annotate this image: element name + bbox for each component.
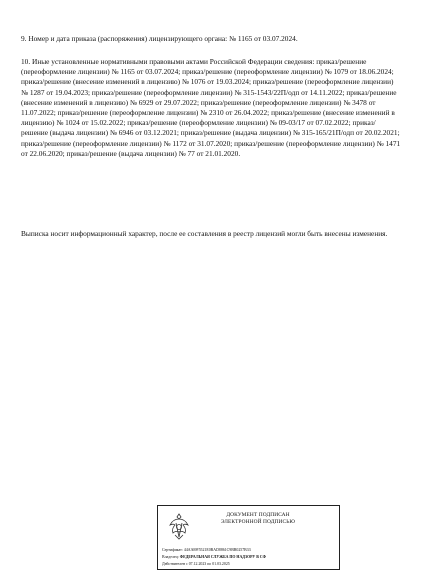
signature-validity [162,562,230,567]
signature-title-line1: ДОКУМЕНТ ПОДПИСАН [226,512,290,518]
paragraph-disclaimer: Выписка носит информационный характер, после ее составления в реестр лицензий могли быть внесены изменения. [21,229,388,238]
electronic-signature-stamp [157,505,340,570]
signature-title [198,512,318,526]
certificate-label: Сертификат: [162,548,183,552]
signature-certificate [162,548,251,553]
owner-label: Владелец: [162,555,179,559]
validity-value: 07.12.2023 по 01.03.2025 [188,562,230,566]
certificate-value: 44A369F5521E0BAD8861C9BB0257B33 [183,548,251,552]
owner-value: ФЕДЕРАЛЬНАЯ СЛУЖБА ПО НАДЗОРУ В СФ [179,555,266,559]
signature-title-line2: ЭЛЕКТРОННОЙ ПОДПИСЬЮ [220,519,296,525]
paragraph-order-number: 9. Номер и дата приказа (распоряжения) лицензирующего органа: № 1165 от 03.07.2024. [21,34,298,43]
coat-of-arms-emblem-icon [166,511,192,541]
paragraph-other-information: 10. Иные установленные нормативными правовыми актами Российской Федерации сведения: приказ/решение (переоформление лицензии) № 1165 от 03.07.2024; приказ/решение (переоформление лицензии) № 1079 от 18.06.2024; приказ/решение (внесение изменений в лицензию) № 1076 от 19.03.2024; приказ/решение (переоформление лицензии) № 1287 от 19.04.2023; приказ/решение (переоформление лицензии) № 315-1543/22П/одп от 14.11.2022; приказ/решение (внесение изменений в лицензию) № 6929 от 29.07.2022; приказ/решение (переоформление лицензии) № 3478 от 11.07.2022; приказ/решение (переоформление лицензии) № 2310 от 26.04.2022; приказ/решение (внесение изменений в лицензию) № 1024 от 15.02.2022; приказ/решение (переоформление лицензии) № 09-03/17 от 07.02.2022; приказ/решение (выдача лицензии) № 6946 от 03.12.2021; приказ/решение (выдача лицензии) № 315-165/21П/одп от 20.02.2021; приказ/решение (переоформление лицензии) № 1172 от 31.07.2020; приказ/решение (переоформление лицензии) № 1471 от 22.06.2020; приказ/решение (выдача лицензии) № 77 от 21.01.2020. [21,57,401,158]
validity-label: Действителен с [162,562,188,566]
signature-owner [162,555,266,560]
